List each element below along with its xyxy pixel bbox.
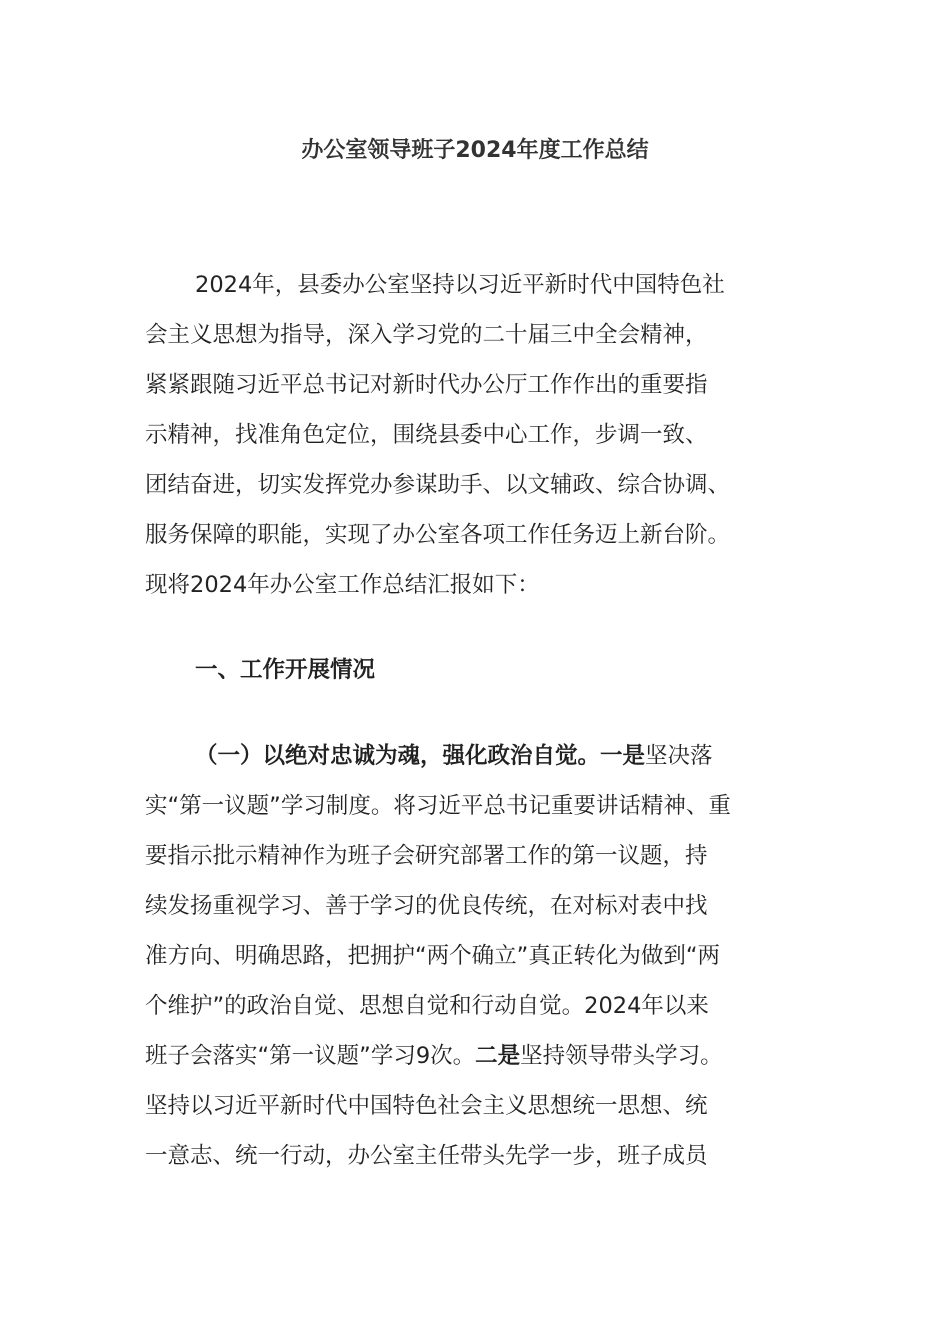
paragraph-line: 紧紧跟随习近平总书记对新时代办公厅工作作出的重要指 <box>145 372 708 398</box>
point-label: 二是 <box>475 1043 521 1069</box>
paragraph-text: 班子会落实“第一议题”学习9次。 <box>145 1043 476 1069</box>
subsection-paragraph <box>145 731 810 1181</box>
document-title: 办公室领导班子2024年度工作总结 <box>301 138 649 163</box>
paragraph-line <box>145 1031 810 1081</box>
paragraph-line: 续发扬重视学习、善于学习的优良传统，在对标对表中找 <box>145 893 708 919</box>
paragraph-text: 坚决落 <box>645 743 713 769</box>
paragraph-text: 坚持领导带头学习。 <box>520 1043 723 1069</box>
paragraph-line: 现将2024年办公室工作总结汇报如下： <box>145 572 540 598</box>
subsection-heading: （一）以绝对忠诚为魂，强化政治自觉。 <box>195 743 601 769</box>
paragraph-line: 会主义思想为指导，深入学习党的二十届三中全会精神， <box>145 322 708 348</box>
paragraph-line: 坚持以习近平新时代中国特色社会主义思想统一思想、统 <box>145 1093 708 1119</box>
paragraph-line: 团结奋进，切实发挥党办参谋助手、以文辅政、综合协调、 <box>145 472 731 498</box>
point-label: 一是 <box>600 743 646 769</box>
paragraph-line: 一意志、统一行动，办公室主任带头先学一步，班子成员 <box>145 1143 708 1169</box>
paragraph-line: 示精神，找准角色定位，围绕县委中心工作，步调一致、 <box>145 422 708 448</box>
paragraph-line: 准方向、明确思路，把拥护“两个确立”真正转化为做到“两 <box>145 943 720 969</box>
section-heading: 一、工作开展情况 <box>195 657 376 683</box>
paragraph-line: 个维护”的政治自觉、思想自觉和行动自觉。2024年以来 <box>145 993 709 1019</box>
paragraph-line <box>145 731 810 781</box>
paragraph-line: 2024年，县委办公室坚持以习近平新时代中国特色社 <box>195 272 725 298</box>
paragraph-line: 要指示批示精神作为班子会研究部署工作的第一议题，持 <box>145 843 708 869</box>
paragraph-line: 服务保障的职能，实现了办公室各项工作任务迈上新台阶。 <box>145 522 731 548</box>
intro-paragraph <box>145 260 810 610</box>
paragraph-line: 实“第一议题”学习制度。将习近平总书记重要讲话精神、重 <box>145 793 731 819</box>
